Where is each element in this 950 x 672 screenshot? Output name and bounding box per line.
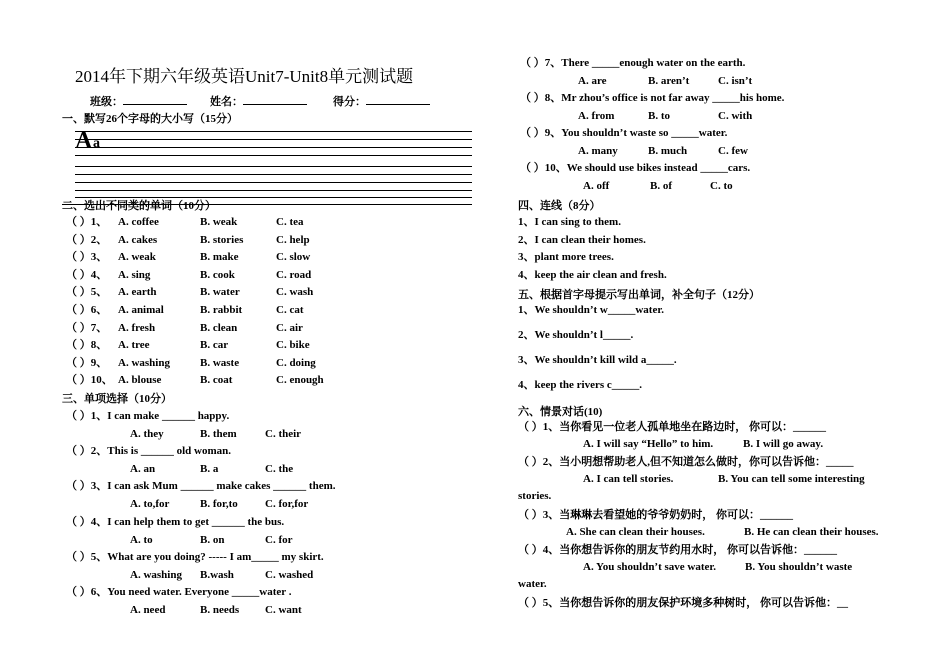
option-a: A. off [583,180,610,192]
dialogue-continuation: stories. [518,490,552,502]
option-b: B.wash [200,568,234,581]
fill-in-item: 3、We shouldn’t kill wild a_____. [518,354,677,366]
option-c: C. slow [276,251,311,264]
question-text: （ ）10、We should use bikes instead _____cars. [520,162,751,174]
dialogue-option: B. I will go away. [743,438,824,450]
option-a: A. fresh [118,321,156,334]
option-c: C. washed [265,568,314,581]
option-a: A. animal [118,304,164,316]
option-c: C. few [718,145,748,157]
option-b: B. to [648,110,670,122]
option-c: C. want [265,604,302,616]
dialogue-option: A. I can tell stories. [583,473,674,485]
option-c: C. tea [276,216,304,228]
dialogue-question: （ ）3、当琳琳去看望她的爷爷奶奶时， 你可以：______ [518,509,793,521]
dialogue-option: A. I will say “Hello” to him. [583,438,714,450]
section-6-title: 六、情景对话(10) [518,406,603,418]
option-b: B. aren’t [648,75,690,87]
option-c: C. with [718,110,753,122]
dialogue-option: B. You can tell some interesting [718,473,865,485]
dialogue-question: （ ）5、当你想告诉你的朋友保护环境多种树时， 你可以告诉他：__ [518,597,848,609]
option-c: C. bike [276,339,310,352]
option-a: A. weak [118,251,156,264]
question-number: （ ）4、 [66,268,108,281]
question-number: （ ）2、 [66,233,108,246]
option-b: B. for,to [200,498,238,511]
writing-line [75,190,472,191]
matching-item: 3、plant more trees. [518,251,614,264]
dialogue-option: B. You shouldn’t waste [745,561,853,573]
question-number: （ ）6、 [66,304,108,316]
fill-in-item: 1、We shouldn’t w_____water. [518,304,664,316]
question-text: （ ）2、This is ______ old woman. [66,445,232,458]
option-b: B. coat [200,374,233,387]
option-c: C. the [265,463,294,476]
option-c: C. road [276,268,312,281]
option-b: B. weak [200,216,238,228]
score-label: 得分： [333,96,366,108]
option-c: C. help [276,233,310,246]
option-b: B. rabbit [200,304,243,316]
writing-line [75,131,472,132]
question-number: （ ）7、 [66,321,108,334]
question-number: （ ）3、 [66,251,108,264]
option-a: A. earth [118,286,157,299]
section-1-title: 一、默写26个字母的大小写（15分） [62,113,238,125]
question-number: （ ）10、 [66,374,113,387]
option-a: A. to,for [130,498,170,511]
fill-in-item: 4、keep the rivers c_____. [518,379,643,391]
question-text: （ ）9、You shouldn’t waste so _____water. [520,127,728,139]
dialogue-option: A. You shouldn’t save water. [583,561,717,573]
section-3-title: 三、单项选择（10分） [62,393,172,405]
section-4-title: 四、连线（8分） [518,200,601,212]
option-c: C. air [276,321,303,334]
question-text: （ ）8、Mr zhou’s office is not far away _____his home. [520,92,785,104]
option-a: A. an [130,463,156,476]
dialogue-option: B. He can clean their houses. [744,526,879,538]
dialogue-question: （ ）2、当小明想帮助老人,但不知道怎么做时，你可以告诉他：_____ [518,456,854,468]
option-b: B. water [200,286,240,299]
option-b: B. waste [200,356,240,369]
option-a: A. blouse [118,374,162,387]
section-5-title: 五、根据首字母提示写出单词，补全句子（12分） [518,289,760,301]
option-b: B. cook [200,268,235,281]
section-2-title: 二、选出不同类的单词（10分） [62,200,216,212]
option-a: A. many [578,145,618,157]
option-b: B. much [648,145,688,157]
option-c: C. for,for [265,498,309,511]
matching-item: 4、keep the air clean and fresh. [518,268,667,281]
option-b: B. of [650,180,672,192]
class-field [90,93,187,109]
option-a: A. need [130,604,166,616]
matching-item: 1、I can sing to them. [518,216,621,228]
class-label: 班级： [90,96,123,108]
score-blank[interactable] [366,93,430,105]
question-number: （ ）9、 [66,356,108,369]
writing-line [75,139,472,140]
option-c: C. cat [276,304,304,316]
option-c: C. wash [276,286,314,299]
option-a: A. washing [118,356,170,369]
option-b: B. make [200,251,239,264]
dialogue-continuation: water. [518,578,547,590]
score-field [333,93,430,109]
option-a: A. to [130,533,153,546]
option-a: A. from [578,110,615,122]
writing-line [75,155,472,156]
example-uppercase: A [75,128,93,154]
option-c: C. enough [276,374,324,387]
name-blank[interactable] [243,93,307,105]
option-b: B. stories [200,233,244,246]
option-a: A. coffee [118,216,159,228]
option-b: B. clean [200,321,238,334]
writing-line [75,182,472,183]
class-blank[interactable] [123,93,187,105]
writing-line [75,166,472,167]
option-c: C. their [265,428,302,440]
question-number: （ ）5、 [66,286,108,299]
question-number: （ ）1、 [66,216,108,228]
question-text: （ ）5、What are you doing? ----- I am_____ my skirt. [66,550,324,563]
option-a: A. they [130,428,164,440]
name-label: 姓名： [210,96,243,108]
option-c: C. to [710,180,733,192]
example-lowercase: a [93,136,100,151]
question-text: （ ）4、I can help them to get ______ the bus. [66,515,285,528]
option-a: A. are [578,75,607,87]
page-title: 2014年下期六年级英语Unit7-Unit8单元测试题 [75,67,414,86]
question-text: （ ）7、There _____enough water on the earth. [520,57,746,69]
dialogue-question: （ ）4、当你想告诉你的朋友节约用水时， 你可以告诉他：______ [518,544,837,556]
dialogue-question: （ ）1、当你看见一位老人孤单地坐在路边时， 你可以：______ [518,421,826,433]
question-text: （ ）1、I can make ______ happy. [66,410,230,422]
writing-line [75,174,472,175]
option-b: B. them [200,428,237,440]
name-field [210,93,307,109]
writing-line [75,147,472,148]
option-b: B. a [200,463,219,476]
option-b: B. needs [200,604,240,616]
fill-in-item: 2、We shouldn’t l_____. [518,329,634,341]
question-number: （ ）8、 [66,339,108,352]
question-text: （ ）3、I can ask Mum ______ make cakes ______ them. [66,480,336,493]
option-c: C. doing [276,356,316,369]
option-b: B. car [200,339,229,352]
option-c: C. isn’t [718,75,753,87]
option-a: A. cakes [118,233,158,246]
matching-item: 2、I can clean their homes. [518,233,646,246]
dialogue-option: A. She can clean their houses. [566,526,705,538]
option-a: A. tree [118,339,150,352]
question-text: （ ）6、You need water. Everyone _____water . [66,586,292,598]
option-a: A. washing [130,568,182,581]
option-c: C. for [265,533,293,546]
option-b: B. on [200,533,225,546]
option-a: A. sing [118,268,151,281]
